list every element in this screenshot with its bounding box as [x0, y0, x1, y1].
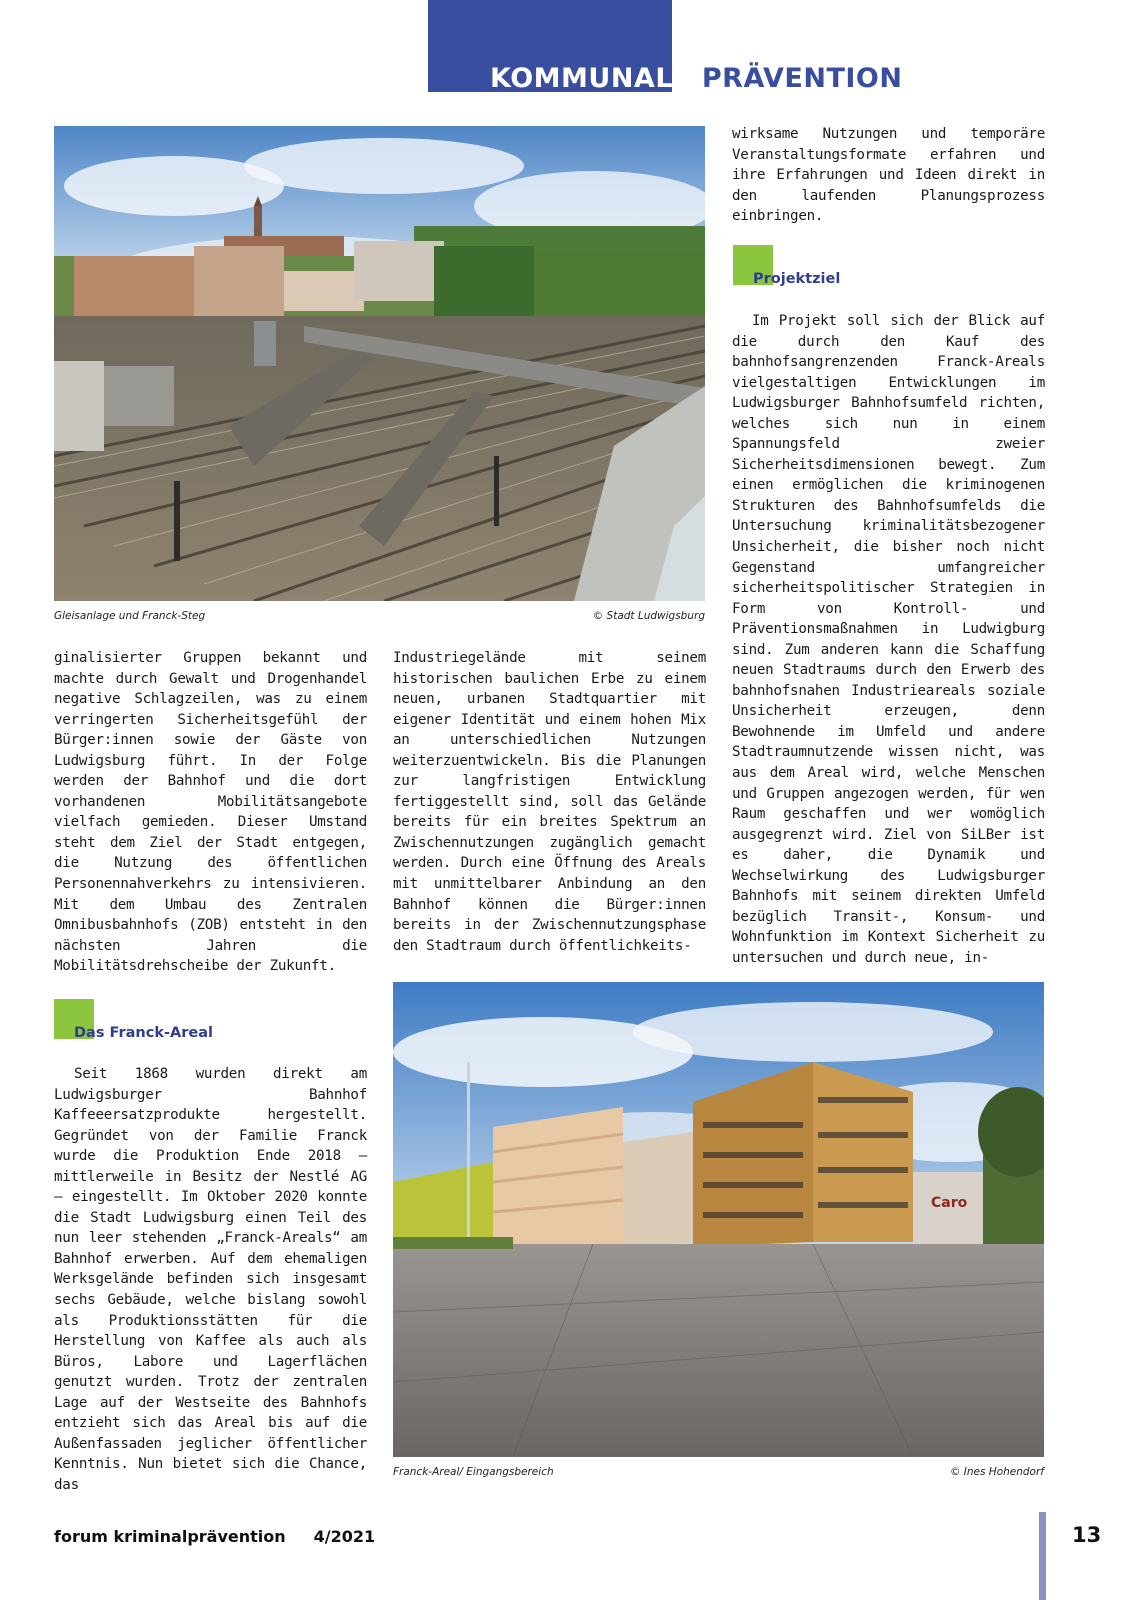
paragraph: Industriegelände mit seinem historischen baulichen Erbe zu einem neuen, urbanen Stadtquartier mit eigener Identität und einem hohen Mix an unterschiedlichen Nutzungen weiterzuentwickeln. Bis die Planungen zur langfristigen Entwicklung fertiggestellt sind, soll das Gelände bereits für ein breites Spektrum an Zwischennutzungen zugänglich gemacht werden. Durch eine Öffnung des Areals mit unmittelbarer Anbindung an den Bahnhof können die Bürger:innen bereits in der Zwischennutzungsphase den Stadtraum durch öffentlichkeits-: [393, 650, 706, 954]
text-right-top: [732, 124, 1045, 227]
footer-accent-bar: [1039, 1512, 1046, 1600]
paragraph: ginalisierter Gruppen bekannt und machte durch Gewalt und Drogenhandel negative Schlagzeilen, was zu einem verringerten Sicherheitsgefühl der Bürger:innen sowie der Gäste von Ludwigsburg führt. In der Folge werden der Bahnhof und die dort vorhandenen Mobilitätsangebote vielfach gemieden. Dieser Umstand steht dem Ziel der Stadt entgegen, die Nutzung des öffentlichen Personennahverkehrs zu intensivieren. Mit dem Umbau des Zentralen Omnibusbahnhofs (ZOB) entsteht in den nächsten Jahren die Mobilitätsdrehscheibe der Zukunft.: [54, 650, 367, 975]
text-projektziel: [732, 311, 1045, 969]
paragraph: Im Projekt soll sich der Blick auf die durch den Kauf des bahnhofsangrenzenden Franck-Areals vielgestaltigen Entwicklungen im Ludwigsburger Bahnhofsumfeld richten, welches sich nun in einem Spannungsfeld zweier Sicherheitsdimensionen bewegt. Zum einen ermöglichen die kriminogenen Strukturen des Bahnhofsumfelds die Untersuchung kriminalitätsbezogener Unsicherheit, die bisher noch nicht Gegenstand umfangreicher sicherheitspolitischer Strategien in Form von Kontroll- und Präventionsmaßnahmen in Ludwigburg sind. Zum anderen kann die Schaffung neuen Stadtraums durch den Erwerb des bahnhofsnahen Industrieareals soziale Unsicherheit erzeugen, denn Bewohnende im Umfeld und andere Stadtraumnutzende wissen nicht, was aus dem Areal wird, welche Menschen und Gruppen angezogen werden, für wen Raum geschaffen und wer womöglich ausgegrenzt wird. Ziel von SiLBer ist es daher, die Dynamik und Wechselwirkung des Ludwigsburger Bahnhofs mit seinem direkten Umfeld bezüglich Transit-, Konsum- und Wohnfunktion im Kontext Sicherheit zu untersuchen und durch neue, in-: [732, 313, 1045, 966]
building-photo: [393, 982, 1044, 1457]
text-left-top: [54, 648, 367, 977]
railway-photo: [54, 126, 705, 601]
text-franck-areal: [54, 1064, 367, 1495]
top-photo-credit: © Stadt Ludwigsburg: [592, 610, 705, 622]
heading-projektziel-label: Projektziel: [753, 271, 841, 287]
section-title: [490, 62, 902, 96]
heading-franck-areal-label: Das Franck-Areal: [74, 1025, 213, 1041]
paragraph: Seit 1868 wurden direkt am Ludwigsburger Bahnhof Kaffeeersatzprodukte hergestellt. Gegründet von der Familie Franck wurde die Produktion Ende 2018 – mittlerweile in Besitz der Nestlé AG – eingestellt. Im Oktober 2020 konnte die Stadt Ludwigsburg einen Teil des nun leer stehenden „Franck-Areals“ am Bahnhof erwerben. Auf dem ehemaligen Werksgelände befinden sich insgesamt sechs Gebäude, welche bislang sowohl als Produktionsstätten für die Herstellung von Kaffee als auch als Büros, Labore und Lagerflächen genutzt wurden. Trotz der zentralen Lage auf der Westseite des Bahnhofs entzieht sich das Areal bis auf die Außenfassaden jeglicher öffentlicher Kenntnis. Nun bietet sich die Chance, das: [54, 1066, 367, 1493]
svg-text:Caro: Caro: [931, 1195, 968, 1211]
bottom-photo-caption: Franck-Areal/ Eingangsbereich: [393, 1466, 554, 1478]
paragraph: wirksame Nutzungen und temporäre Veranstaltungsformate erfahren und ihre Erfahrungen und Ideen direkt in den laufenden Planungsprozess einbringen.: [732, 126, 1045, 225]
top-photo-caption: Gleisanlage und Franck-Steg: [54, 610, 206, 622]
section-title-word1: KOMMUNALE: [490, 63, 692, 94]
footer-magazine-name: forum kriminalprävention: [54, 1527, 286, 1546]
bottom-photo-credit: © Ines Hohendorf: [949, 1466, 1044, 1478]
text-middle: [393, 648, 706, 956]
page-number: 13: [1072, 1523, 1102, 1547]
section-title-word2: PRÄVENTION: [701, 63, 903, 94]
footer-issue: 4/2021: [313, 1527, 376, 1546]
footer-magazine: [54, 1527, 375, 1546]
